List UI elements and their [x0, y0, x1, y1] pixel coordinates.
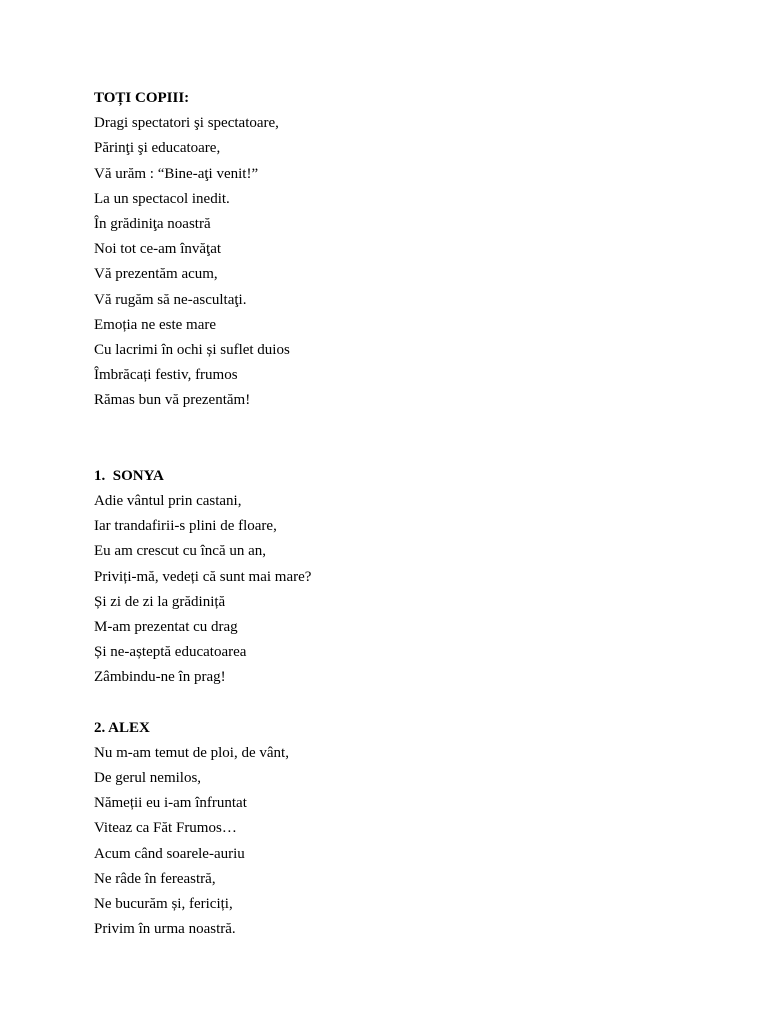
verse-line: Ne bucurăm și, fericiți,: [94, 896, 233, 913]
verse-line: Noi tot ce-am învăţat: [94, 241, 222, 258]
verse-line: În grădiniţa noastră: [94, 215, 211, 232]
verse-line: Emoția ne este mare: [94, 316, 217, 333]
verse-line: Acum când soarele-auriu: [94, 845, 245, 862]
verse-line: Privim în urma noastră.: [94, 921, 236, 938]
verse-line: Viteaz ca Făt Frumos…: [94, 820, 237, 837]
section-spacer: [94, 413, 714, 463]
verse-line: Eu am crescut cu încă un an,: [94, 543, 267, 560]
poem-text: [94, 86, 714, 942]
verse-line: La un spectacol inedit.: [94, 190, 230, 207]
verse-line: Vă urăm : “Bine-aţi venit!”: [94, 165, 259, 182]
verse-line: M-am prezentat cu drag: [94, 618, 238, 635]
section-sonya: [94, 464, 714, 691]
verse-line: Îmbrăcați festiv, frumos: [94, 367, 238, 384]
section-heading: 2. ALEX: [94, 719, 150, 736]
verse-line: Rămas bun vă prezentăm!: [94, 392, 251, 409]
verse-line: Dragi spectatori şi spectatoare,: [94, 115, 279, 132]
verse-line: Și zi de zi la grădiniță: [94, 593, 226, 610]
verse-line: Nămeții eu i-am înfruntat: [94, 795, 247, 812]
verse-line: Și ne-așteptă educatoarea: [94, 644, 247, 661]
verse-line: Părinţi şi educatoare,: [94, 140, 221, 157]
verse-line: Iar trandafirii-s plini de floare,: [94, 518, 277, 535]
section-alex: [94, 716, 714, 943]
section-toti-copiii: [94, 86, 714, 413]
section-heading: 1. SONYA: [94, 467, 164, 484]
verse-line: Vă rugăm să ne-ascultaţi.: [94, 291, 247, 308]
verse-line: De gerul nemilos,: [94, 770, 202, 787]
verse-line: Nu m-am temut de ploi, de vânt,: [94, 744, 289, 761]
verse-line: Adie vântul prin castani,: [94, 493, 242, 510]
verse-line: Vă prezentăm acum,: [94, 266, 218, 283]
verse-line: Ne râde în fereastră,: [94, 870, 216, 887]
verse-line: Priviți-mă, vedeți că sunt mai mare?: [94, 568, 312, 585]
verse-line: Zâmbindu-ne în prag!: [94, 669, 226, 686]
section-spacer: [94, 691, 714, 716]
verse-line: Cu lacrimi în ochi și suflet duios: [94, 341, 290, 358]
section-heading: TOȚI COPIII:: [94, 90, 190, 106]
